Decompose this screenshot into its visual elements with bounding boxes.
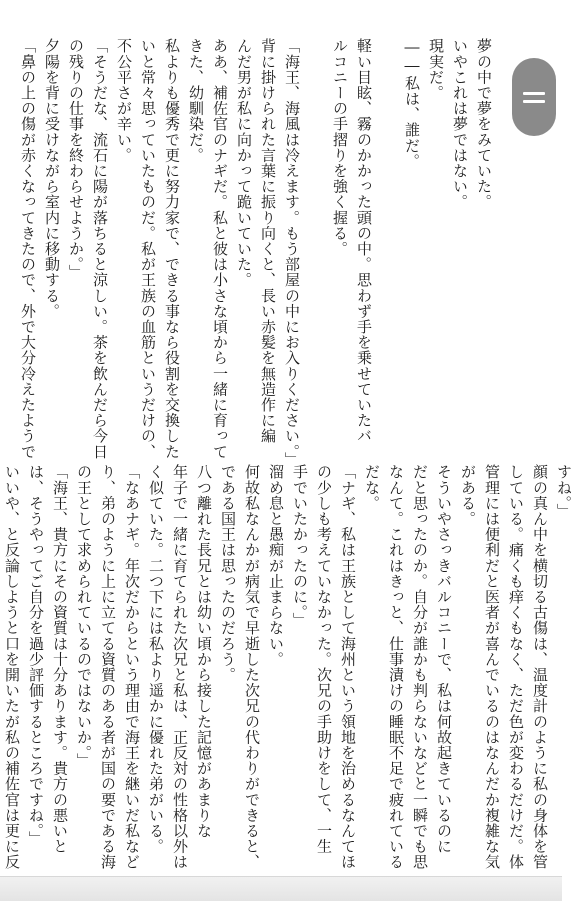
bottom-toolbar-edge bbox=[0, 876, 562, 901]
text-line: 管理には便利だと医者が喜んでいるのはなんだか複雑な気 bbox=[483, 464, 501, 870]
text-line: は、そうやってご自分を過少評価するところですね。」 bbox=[27, 464, 45, 847]
text-line: り、弟のように上に立てる資質のある者が国の要である海 bbox=[99, 464, 117, 870]
text-line: 「鼻の上の傷が赤くなってきたので、外で大分冷えたようで bbox=[19, 38, 37, 460]
text-line: いと常々思っていたものだ。私が王族の血筋というだけの、 bbox=[139, 38, 157, 460]
text-line: 八つ離れた長兄とは幼い頃から接した記憶があまりな bbox=[195, 464, 213, 839]
text-line: なんて。これはきっと、仕事漬けの睡眠不足で疲れている bbox=[387, 464, 405, 870]
text-line: 私よりも優秀で更に努力家で、できる事なら役割を交換した bbox=[163, 38, 181, 460]
text-line bbox=[304, 38, 328, 448]
text-line: 顔の真ん中を横切る古傷は、温度計のように私の身体を管 bbox=[531, 464, 549, 870]
text-line bbox=[376, 38, 400, 448]
text-line: 現実だ。 bbox=[427, 38, 445, 101]
text-line: 軽い目眩、霧のかかった頭の中。思わず手を乗せていたバ bbox=[355, 38, 373, 444]
text-line: 「ナギ、私は王族として海州という領地を治めるなんてほ bbox=[339, 464, 357, 870]
reader-page-bottom bbox=[0, 452, 573, 900]
text-line: だな。 bbox=[363, 464, 381, 511]
text-line: 不公平さが辛い。 bbox=[115, 38, 133, 163]
text-line: している。痛くも痒くもなく、ただ色が変わるだけだ。体 bbox=[507, 464, 525, 870]
menu-button[interactable] bbox=[512, 58, 556, 136]
text-line: 「海王、海風は冷えます。もう部屋の中にお入りください。」 bbox=[283, 38, 301, 468]
text-line: の残りの仕事を終わらせようか。」 bbox=[67, 38, 85, 281]
text-line: 何故私なんかが病気で早逝した次兄の代わりができると、 bbox=[243, 464, 261, 870]
text-line: である国王は思ったのだろう。 bbox=[219, 464, 237, 683]
text-line: 夕陽を背に受けながら室内に移動する。 bbox=[43, 38, 61, 319]
text-line: の少しも考えていなかった。次兄の手助けをして、一生 bbox=[315, 464, 333, 854]
text-line: 「なあナギ。年次だからという理由で海王を継いだ私など bbox=[123, 464, 141, 870]
text-line: ――私は、誰だ。 bbox=[403, 38, 421, 169]
text-line: いやこれは夢ではない。 bbox=[451, 38, 469, 210]
text-column-bottom bbox=[0, 464, 576, 902]
text-line: んだ男が私に向かって跪いていた。 bbox=[235, 38, 253, 288]
text-line: 年子で一緒に育てられた次兄と私は、正反対の性格以外は bbox=[171, 464, 189, 870]
text-line: 「そうだな、流石に陽が落ちると涼しい。茶を飲んだら今日 bbox=[91, 38, 109, 460]
text-column-top bbox=[16, 38, 496, 468]
text-line: 溜め息と愚痴が止まらない。 bbox=[267, 464, 285, 667]
text-line: ルコニーの手摺りを強く握る。 bbox=[331, 38, 349, 257]
text-line: 「海王、貴方にその資質は十分あります。貴方の悪いと bbox=[51, 464, 69, 854]
text-line: 手でいたかったのに。」 bbox=[291, 464, 309, 629]
text-line: がある。 bbox=[459, 464, 477, 527]
text-line: すね。」 bbox=[555, 464, 573, 519]
text-line: 夢の中で夢をみていた。 bbox=[475, 38, 493, 210]
text-line: いいや、と反論しようと口を開いたが私の補佐官は更に反 bbox=[3, 464, 21, 870]
hamburger-icon bbox=[523, 100, 545, 103]
text-line: の王として求められているのではないか。」 bbox=[75, 464, 93, 769]
text-line: だと思ったのか。自分が誰かも判らないなどと一瞬でも思 bbox=[411, 464, 429, 870]
text-line: きた、幼馴染だ。 bbox=[187, 38, 205, 163]
text-line: く似ていた。二つ下には私より遥かに優れた弟がいる。 bbox=[147, 464, 165, 854]
hamburger-icon bbox=[523, 92, 545, 95]
text-line: そういやさっきバルコニーで、私は何故起きているのに bbox=[435, 464, 453, 854]
text-line: ああ、補佐官のナギだ。私と彼は小さな頃から一緒に育って bbox=[211, 38, 229, 460]
text-line: 背に掛けられた言葉に振り向くと、長い赤髪を無造作に編 bbox=[259, 38, 277, 444]
